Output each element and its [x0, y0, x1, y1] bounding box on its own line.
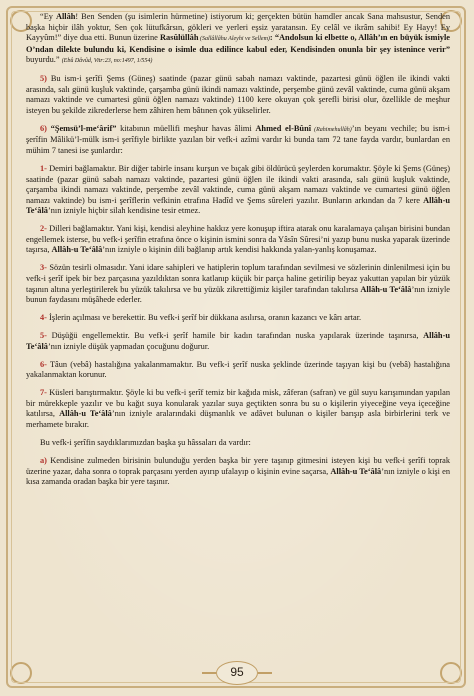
list-item: 3- Sözün tesirli olmasıdır. Yani idare sahipleri ve hatiplerin toplum tarafından sevilmesi ve sözlerinin dinlenilmesi için bu vefk-i şerîf ipek bir bez parçasına yazıldıktan sonra katlanıp küçük bir parça haline getirilip beyaz yakuttan yapılan bir yüzük taşının altına yerleştirilerek bu yüzük takılırsa ve bu yüzük zikrettiğimiz kişiler tarafından takılırsa Allâh-u Te‘âlâ’nın izniyle bunun faydasını müşâhede ederler.	[26, 263, 450, 305]
rasulullah-name: Rasûlüllâh	[160, 33, 199, 43]
paragraph-other-properties: Bu vefk-i şerîfin saydıklarımızdan başka şu hâssaları da vardır:	[40, 438, 251, 448]
page-number-ornament	[208, 660, 266, 686]
flourish-right	[258, 672, 272, 674]
list-item: a) Kendisine zulmeden birisinin bulunduğu yerden başka bir yere taşınıp gitmesini isteyen kişi bu vefk-i şerîfi toprak üzerine yazar, daha sonra o toprak parçasını yerden ayırıp ufalayıp o kişinin evine saçarsa, Allâh-u Te‘âlâ’nın izniyle o kişi en kısa zamanda oradan başka bir yere taşınır.	[26, 456, 450, 487]
author-name: Ahmed el-Bûnî	[255, 123, 312, 133]
list-item: 4- İşlerin açılması ve berekettir. Bu vefk-i şerîf bir dükkana asılırsa, oranın kazancı ve kârı artar.	[40, 313, 362, 323]
hadith-quote: : “Andolsun ki elbette o, Allâh’ın en büyük ismiyle O’ndan dilekte bulundu ki, Kendisine o isimle dua edilince kabul eder, Kendisinden onunla bir şey istenince verir”	[26, 33, 450, 54]
paragraph-hadith: “Ey Allâh! Ben Senden (şu isimlerin hürmetine) istiyorum ki; gerçekten bütün hamdler ancak Sana mahsustur, Senden başka hiçbir ilâh yoktur, Sen çok lütufkârsın, gökleri ve yerleri eşsiz yaratansın. Ey celâl ve ikrâm sahibi! Ey Hayy! Ey Kayyûm!” diye dua etti. Bunun üzerine Rasûlüllâh (Sallâllâhu Aleyhi ve Sellem): “Andolsun ki elbette o, Allâh’ın en büyük ismiyle O’ndan dilekte bulundu ki, Kendisine o isimle dua edilince kabul eder, Kendisinden onunla bir şey istenince verir” buyurdu.” (Ebû Dâvûd, Vitr:23, no:1497, 1/554)	[26, 12, 450, 65]
page-number: 95	[230, 665, 244, 679]
page-content	[26, 12, 450, 495]
paragraph-item-5: 5) Bu ism-i şerîfi Şems (Güneş) saatinde (pazar günü sabah namazı vaktinde, pazartesi günü öğlen ile ikindi vakti arasında, salı günü kuşluk vaktinde, çarşamba günü ikindi namazı vaktinde, perşembe günü zevâl vaktinde, cuma günü akşam namazı vaktinde ve cumartesi günü öğlen namazı vaktinde) 1100 kere okuyan çok şerefli birisi olur, özellikle de meşhur isteyen bu şekilde zikrederlerse hem zâhiren hem bâtınen çok yükselirler.	[26, 74, 450, 115]
book-title: “Şemsü’l-me‘ârif”	[46, 123, 117, 133]
flourish-left	[202, 672, 216, 674]
paragraph-item-6: 6) “Şemsü’l-me‘ârif” kitabının müellifi meşhur havas âlimi Ahmed el-Bûnî (Rahimehullâh)’ın beyanı vechile; bu ism-i şerîfin Mâlikü’l-mülk ism-i şerîfiyle birlikte yazılan bir vefk-i azîmi vardır ki bunda tam 72 tane fayda vardır, bunlardan en mühim 7 tanesi ise şunlardır:	[26, 123, 450, 156]
list-item: 5- Düşüğü engellemektir. Bu vefk-i şerîf hamile bir kadın tarafından nuska yapılarak üzerinde taşınırsa, Allâh-u Te‘âlâ’nın izniyle düşük yapmadan çocuğunu doğurur.	[26, 331, 450, 351]
list-item: 1- Demiri bağlamaktır. Bir diğer tabirle insanı kurşun ve bıçak gibi öldürücü şeylerden korumaktır. Şöyle ki Şems (Güneş) saatinde (pazar günü sabah namazı vaktinde, pazartesi günü öğlen ile ikindi vakti arasında, salı günü kuşluk vaktinde, çarşamba ikindi namazı vaktinde, perşembe zevâl vaktinde, cuma günü akşam namazı vaktinde ve cumartesi günü öğlen namazı vaktinde) bu ism-i şerîflerin vefkinin etrafına Hadîd ve Şems sûreleri yazılır. Bunların arkından da 7 kere Allâh-u Te‘âlâ’nın izniyle hiçbir silah kendisine tesir etmez.	[26, 164, 450, 216]
list-item: 2- Dilleri bağlamaktır. Yani kişi, kendisi aleyhine hakkız yere konuşup iftira atarak onu karalamaya çalışan birisini bundan engellemek isterse, bu vefk-i şerîfin etrafına önce o kişinin ismini sonra da Yâsîn Sûresi’ni yazıp bunu nuska yaparak üzerinde taşırsa, Allâh-u Te‘âlâ’nın izniyle o kişinin dili bağlanıp artık kendisi hakkında yalan-yanlış konuşamaz.	[26, 224, 450, 255]
list-item: 7- Küsleri barıştırmaktır. Şöyle ki bu vefk-i şerîf temiz bir kağıda misk, zâferan (safran) ve gül suyu karışımından yapılan bir mürekkeple yazılır ve bu kağıt suya konularak yazılar suya geçtikten sonra bu su o kişilerin yiyeceğine veya içeceğine katılırsa, Allâh-u Te‘âlâ’nın izniyle aralarındaki düşmanlık ve adâvet bulunan o kişiler barışıp asla birbirlerini terk ve merhamete bırakır.	[26, 388, 450, 429]
hadith-citation: (Ebû Dâvûd, Vitr:23, no:1497, 1/554)	[61, 58, 153, 65]
list-item: 6- Tâun (vebâ) hastalığına yakalanmamaktır. Bu vefk-i şerîf nuska şeklinde üzerinde taşıyan kişi bu (vebâ) hastalığına yakalanmaktan korunur.	[26, 359, 450, 380]
